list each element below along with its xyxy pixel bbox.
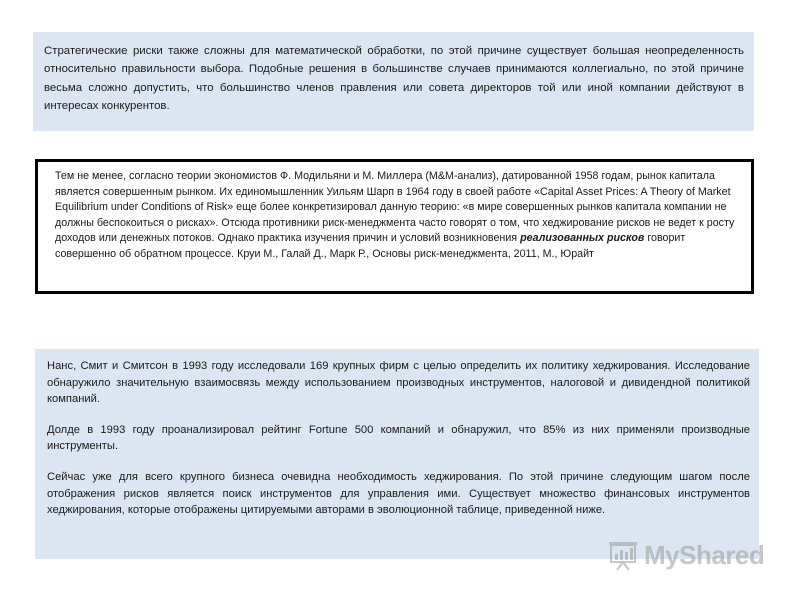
paragraph-nance-smith: Нанс, Смит и Смитсон в 1993 году исследовали 169 крупных фирм с целью определить их политику хеджирования. Исследование обнаружило значительную взаимосвязь между использованием производных инструментов, налоговой и дивидендной политикой компаний. (47, 360, 750, 406)
paragraph-dolde: Долде в 1993 году проанализировал рейтинг Fortune 500 компаний и обнаружил, что 85% из них применяли производные инструменты. (47, 423, 750, 453)
chart-presentation-icon (606, 538, 640, 572)
strategic-risks-block (33, 32, 754, 131)
watermark-text: MyShared (644, 539, 765, 570)
watermark-logo (606, 534, 766, 576)
quote-emphasis: реализованных рисков (520, 232, 645, 245)
paragraph-hedging-need: Сейчас уже для всего крупного бизнеса очевидна необходимость хеджирования. По этой причине следующим шагом после отображения рисков является поиск инструментов для управления ими. Существует множество финансовых инструментов хеджирования, которые отображены цитируемыми авторами в эволюционной таблице, приведенной ниже. (47, 470, 750, 517)
hedging-research-block (35, 349, 759, 559)
quote-text (55, 169, 739, 263)
quote-text-before: Тем не менее, согласно теории экономистов Ф. Модильяни и М. Миллера (М&М-анализ), датированной 1958 годам, рынок капитала является совершенным рынком. Их единомышленник Уильям Шарп в 1964 году в своей работе «Capital Asset Prices: A Theory of Market Equilibrium under Conditions of Risk» еще более конкретизировал данную теорию: «в мире совершенных рынков капитала компании не должны беспокоиться о рисках». Отсюда противники риск-менеджмента часто говорят о том, что хеджирование рисков не ведет к росту доходов или денежных потоков. Однако практика изучения причин и условий возникновения (55, 170, 735, 245)
quote-text-after: говорит совершенно об обратном процессе. Круи М., Галай Д., Марк Р., Основы риск-менеджмента, 2011, М., Юрайт (55, 232, 686, 260)
quote-block (35, 159, 754, 294)
strategic-risks-text: Стратегические риски также сложны для математической обработки, по этой причине существует большая неопределенность относительно правильности выбора. Подобные решения в большинстве случаев принимаются коллегиально, по этой причине весьма сложно допустить, что большинство членов правления или совета директоров той или иной компании действуют в интересах конкурентов. (44, 45, 744, 112)
